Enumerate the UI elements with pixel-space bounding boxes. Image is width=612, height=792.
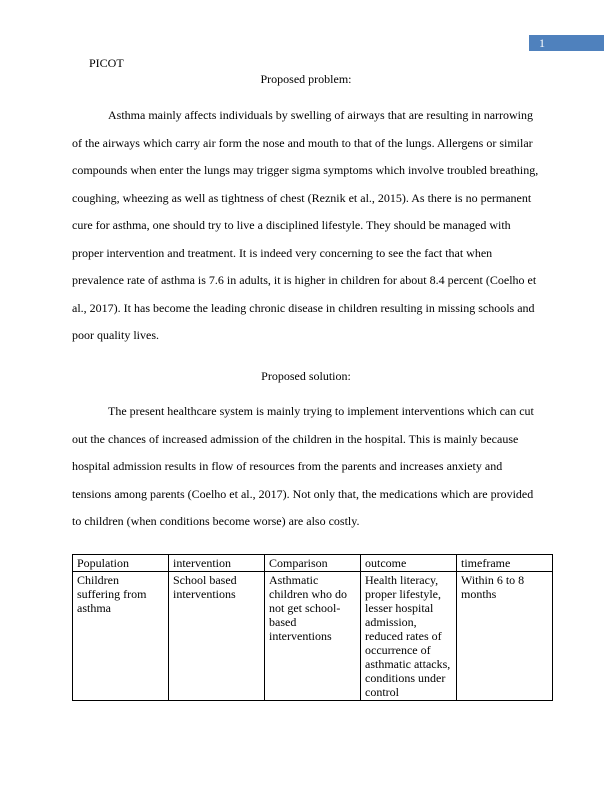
cell-population: Children suffering from asthma bbox=[73, 572, 169, 701]
problem-paragraph: Asthma mainly affects individuals by swelling of airways that are resulting in narrowing of the airways which carry air form the nose and mouth to that of the lungs. Allergens or similar compounds when enter the lungs may trigger sigma symptoms which involve troubled breathing, coughing, wheezing as well as tightness of chest (Reznik et al., 2015). As there is no permanent cure for asthma, one should try to live a disciplined lifestyle. They should be managed with proper intervention and treatment. It is indeed very concerning to see the fact that when prevalence rate of asthma is 7.6 in adults, it is higher in children for about 8.4 percent (Coelho et al., 2017). It has become the leading chronic disease in children resulting in missing schools and poor quality lives. bbox=[72, 108, 539, 342]
page-number: 1 bbox=[529, 35, 604, 51]
cell-timeframe: Within 6 to 8 months bbox=[457, 572, 553, 701]
cell-comparison: Asthmatic children who do not get school-based interventions bbox=[265, 572, 361, 701]
cell-intervention: School based interventions bbox=[169, 572, 265, 701]
running-head: PICOT bbox=[89, 56, 124, 70]
header-timeframe: timeframe bbox=[457, 555, 553, 572]
table-row bbox=[73, 572, 553, 701]
header-comparison: Comparison bbox=[265, 555, 361, 572]
picot-table bbox=[72, 554, 553, 701]
header-intervention: intervention bbox=[169, 555, 265, 572]
table-header-row bbox=[73, 555, 553, 572]
header-outcome: outcome bbox=[361, 555, 457, 572]
problem-heading: Proposed problem: bbox=[260, 72, 352, 86]
solution-paragraph: The present healthcare system is mainly trying to implement interventions which can cut out the chances of increased admission of the children in the hospital. This is mainly because hospital admission results in flow of resources from the parents and increases anxiety and tensions among parents (Coelho et al., 2017). Not only that, the medications which are provided to children (when conditions become worse) are also costly. bbox=[72, 404, 534, 528]
cell-outcome: Health literacy, proper lifestyle, lesser hospital admission, reduced rates of occurrence of asthmatic attacks, conditions under control bbox=[361, 572, 457, 701]
header-population: Population bbox=[73, 555, 169, 572]
solution-heading: Proposed solution: bbox=[261, 369, 351, 383]
